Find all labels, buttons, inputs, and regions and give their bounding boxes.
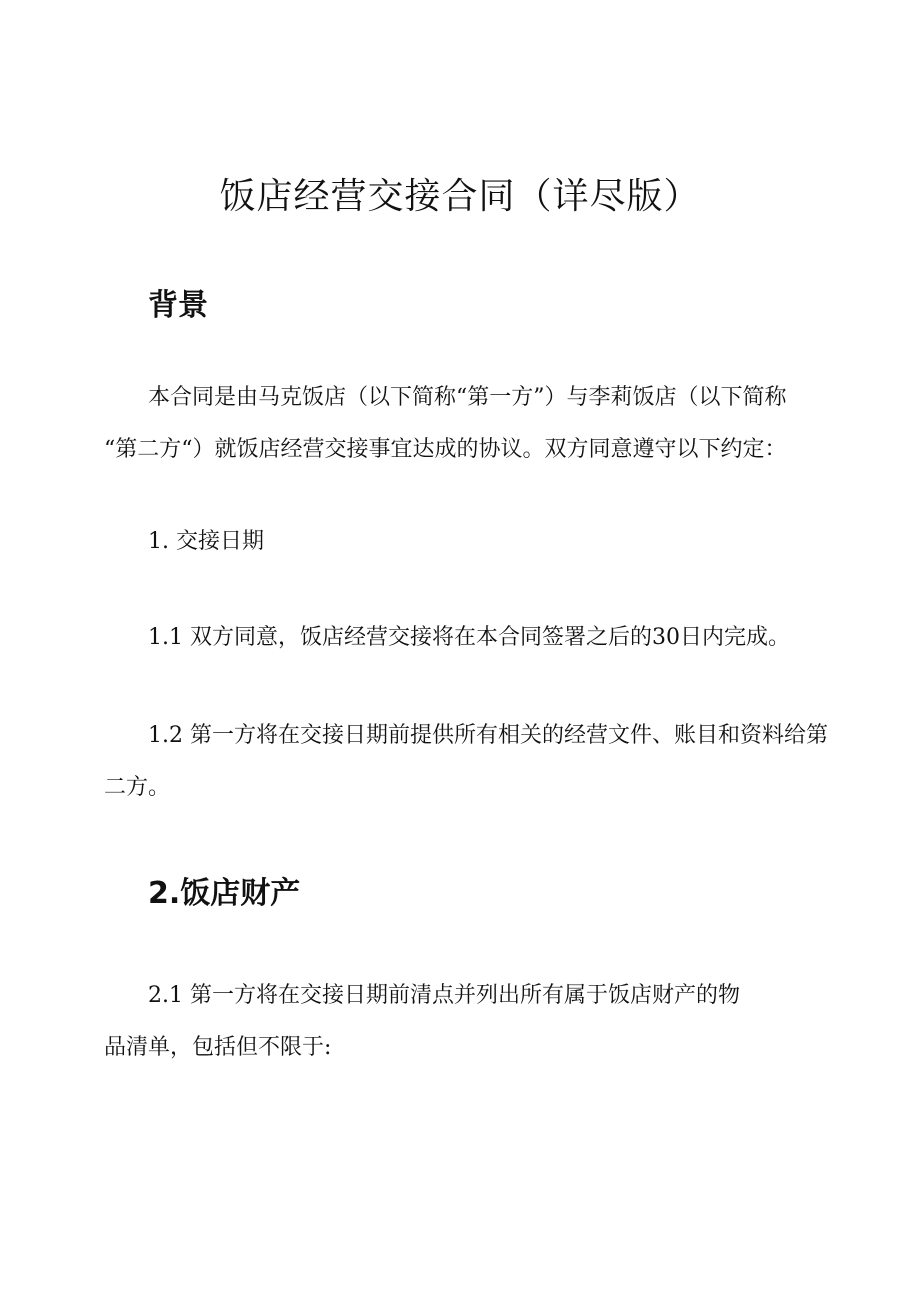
- clause-2-1: [104, 970, 819, 1074]
- section-heading-handover-date: 1. 交接日期: [148, 529, 264, 554]
- section-heading-background: 背景: [148, 288, 208, 323]
- clause-1-2: [104, 710, 828, 814]
- background-paragraph-line-1: 本合同是由马克饭店（以下简称“第一方”）与李莉饭店（以下简称: [148, 385, 787, 410]
- section-heading-property: 2.饭店财产: [148, 876, 301, 911]
- background-paragraph: [104, 372, 819, 476]
- background-paragraph-line-2: “第二方“）就饭店经营交接事宜达成的协议。双方同意遵守以下约定：: [104, 437, 787, 462]
- clause-1-2-line-2: 二方。: [104, 775, 171, 800]
- clause-1-2-line-1: 1.2 第一方将在交接日期前提供所有相关的经营文件、账目和资料给第: [148, 723, 828, 748]
- document-title: 饭店经营交接合同（详尽版）: [219, 176, 701, 217]
- clause-1-1: 1.1 双方同意，饭店经营交接将在本合同签署之后的30日内完成。: [148, 625, 790, 650]
- clause-2-1-line-1: 2.1 第一方将在交接日期前清点并列出所有属于饭店财产的物: [148, 983, 740, 1008]
- clause-2-1-line-2: 品清单，包括但不限于:: [104, 1035, 332, 1060]
